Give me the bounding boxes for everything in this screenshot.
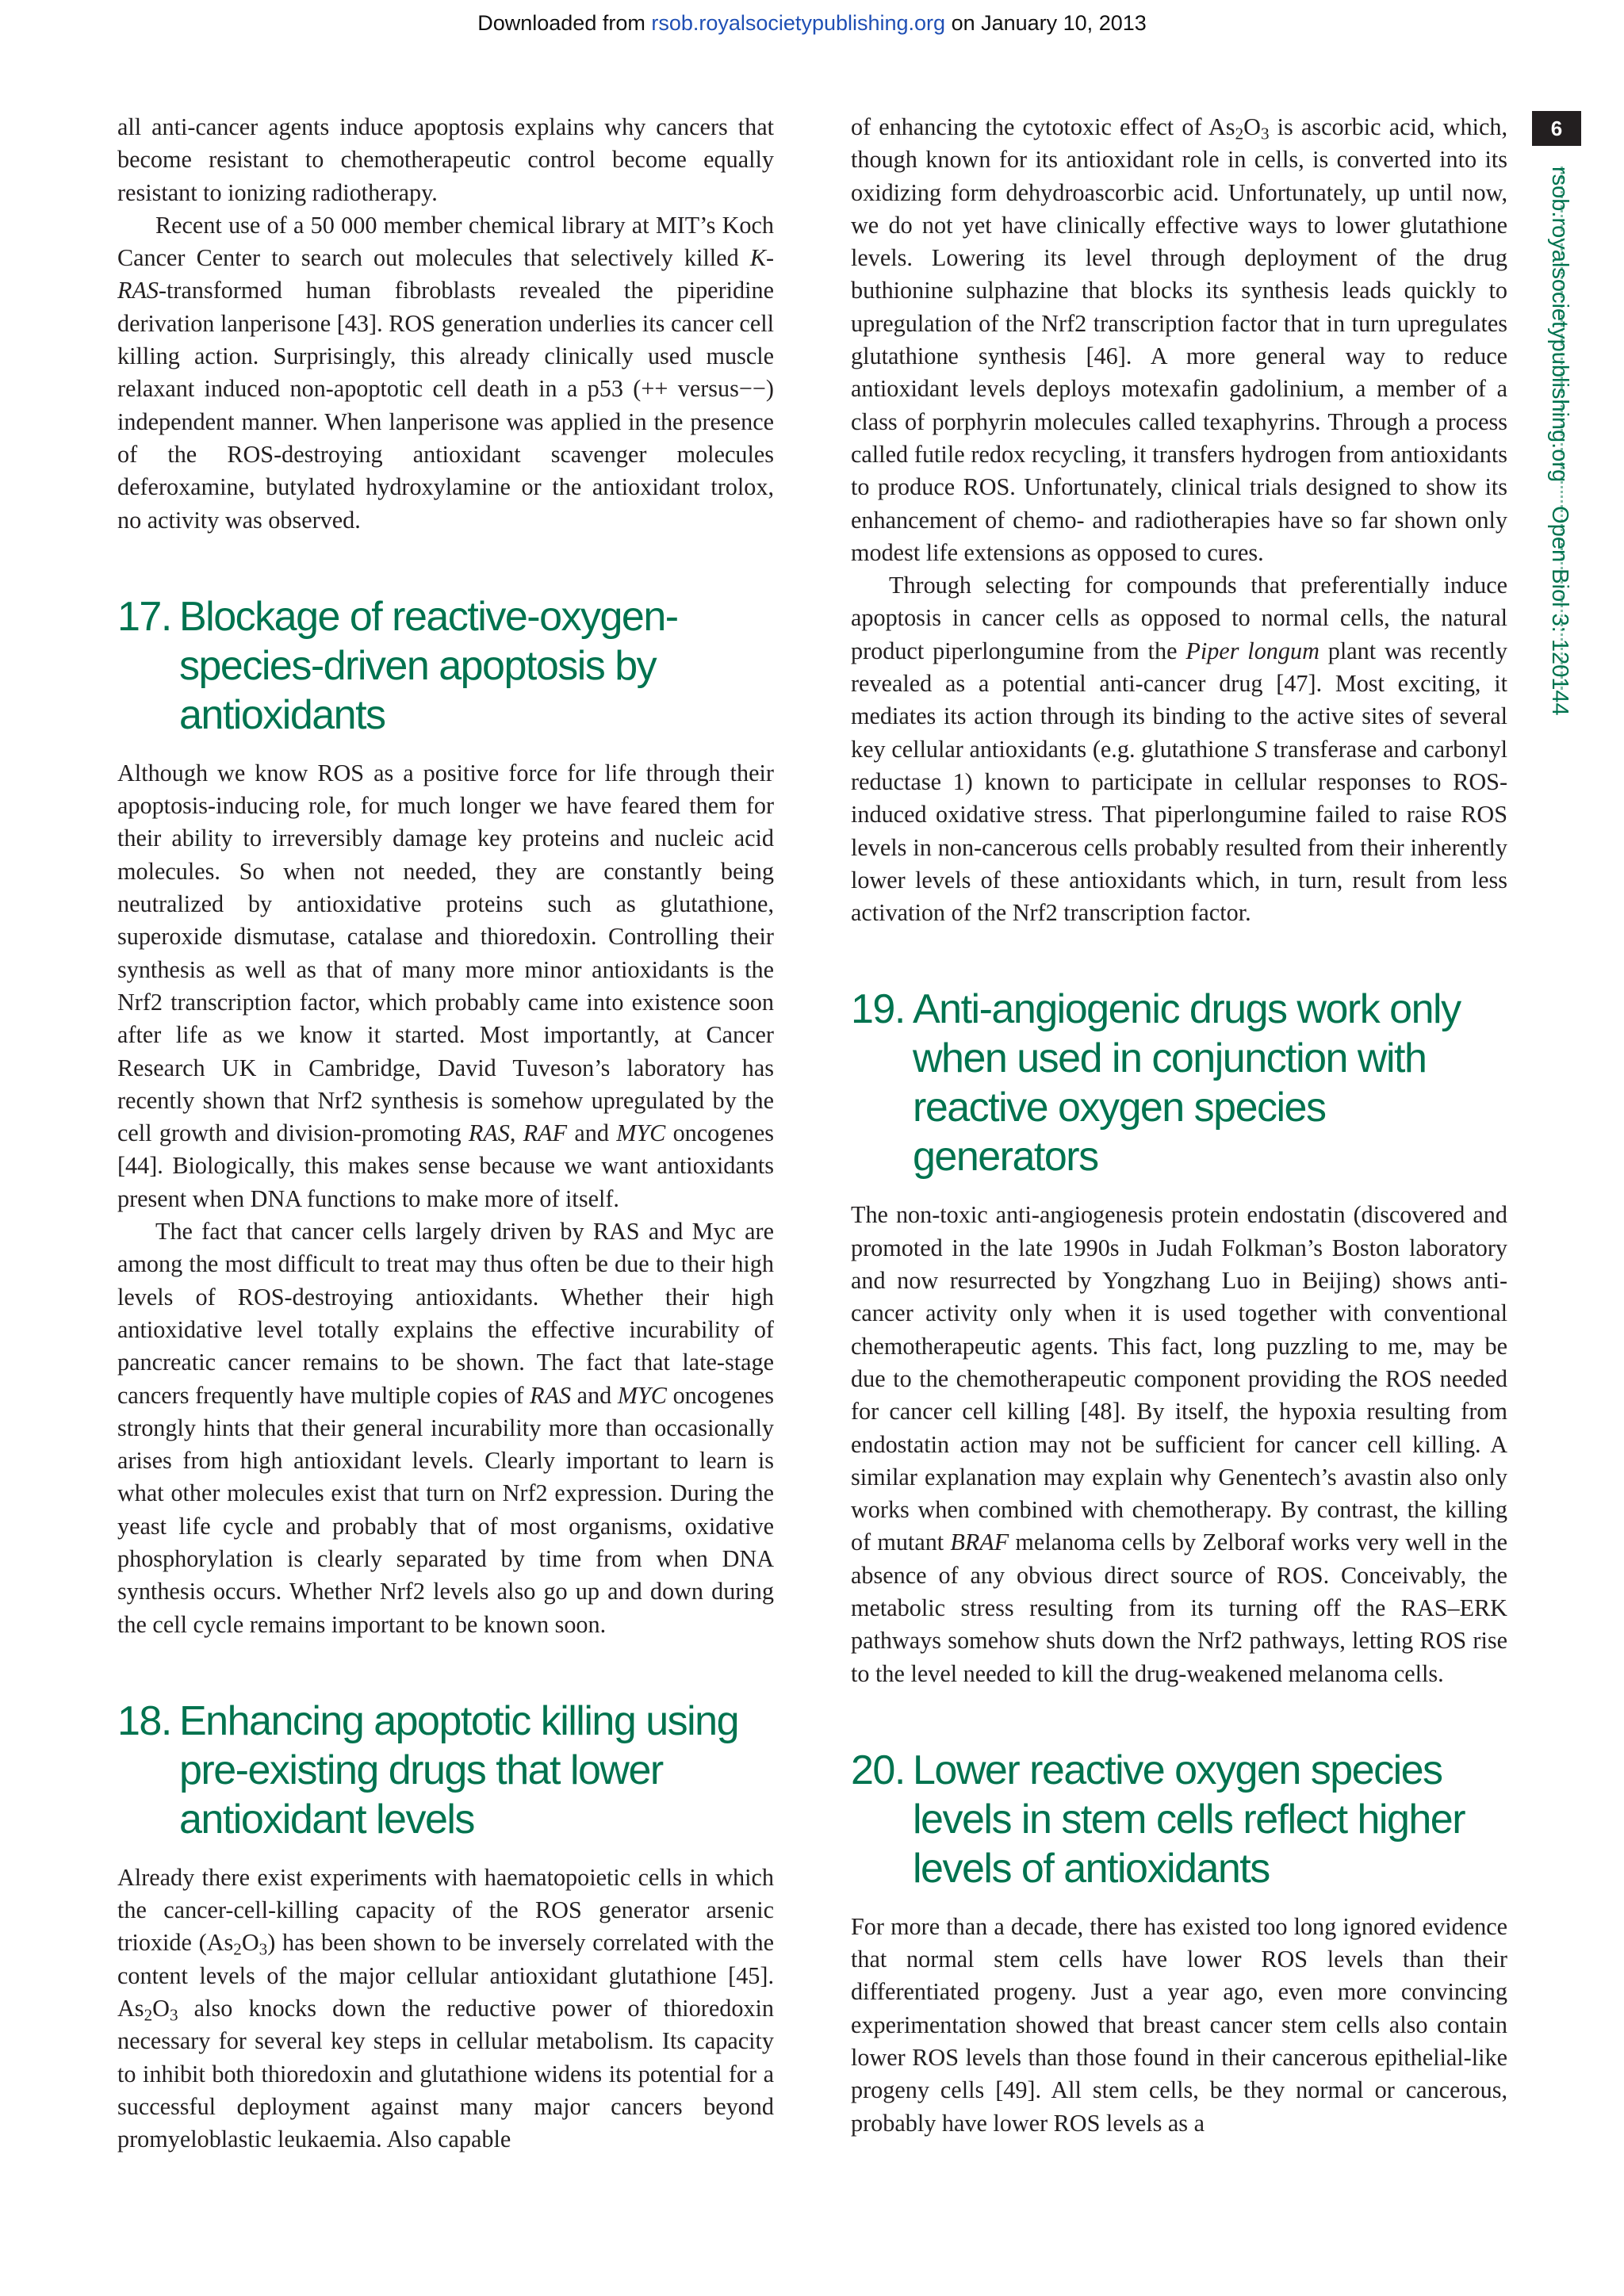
section-heading-17: 17. Blockage of reactive-oxygen-species-driven apoptosis by antioxidants [117, 593, 678, 738]
download-prefix: Downloaded from [477, 11, 652, 35]
paragraph: The non-toxic anti-angiogenesis protein endostatin (discovered and promoted in the late 1990s in Judah Folkman’s Boston laboratory and now resurrected by Yongzhang Luo in Beijing) shows anti-cancer activity only when it is used together with conventional chemotherapeutic agents. This fact, long puzzling to me, may be due to the chemotherapeutic component providing the ROS needed for cancer cell killing [48]. By itself, the hypoxia resulting from endostatin action may not be sufficient for cancer cell killing. A similar explanation may explain why Genentech’s avastin also only works when combined with chemotherapy. By contrast, the killing of mutant BRAF melanoma cells by Zelboraf works very well in the absence of any obvious direct source of ROS. Conceivably, the metabolic stress resulting from its turning off the RAS–ERK pathways somehow shuts down the Nrf2 pathways, letting ROS rise to the level needed to kill the drug-weakened melanoma cells. [851, 1201, 1507, 1687]
section-heading-19: 19. Anti-angiogenic drugs work only when used in conjunction with reactive oxygen species generators [851, 986, 1461, 1181]
download-suffix: on January 10, 2013 [945, 11, 1147, 35]
journal-link[interactable]: rsob.royalsocietypublishing.org [651, 11, 946, 35]
paragraph: The fact that cancer cells largely driven by RAS and Myc are among the most difficult to treat may thus often be due to their high levels of ROS-destroying antioxidants. Whether their high antioxidative level totally explains the effective incurability of pancreatic cancer remains to be shown. The fact that late-stage cancers frequently have multiple copies of RAS and MYC oncogenes strongly hints that their general incurability more than occasionally arises from high antioxidant levels. Clearly important to learn is what other molecules exist that turn on Nrf2 expression. During the yeast life cycle and probably that of most organisms, oxidative phosphorylation is clearly separated by time from when DNA synthesis occurs. Whether Nrf2 levels also go up and down during the cell cycle remains important to be known soon. [117, 1218, 774, 1638]
paragraph: For more than a decade, there has existed too long ignored evidence that normal stem cells have lower ROS levels than their differentiated progeny. Just a year ago, even more convincing experimentation showed that breast cancer stem cells also contain lower ROS levels than those found in their cancerous epithelial-like progeny cells [49]. All stem cells, be they normal or cancerous, probably have lower ROS levels as a [851, 1912, 1507, 2137]
paragraph: Recent use of a 50 000 member chemical library at MIT’s Koch Cancer Center to search out molecules that selectively killed K-RAS-transformed human fibroblasts revealed the piperidine derivation lanperisone [43]. ROS generation underlies its cancer cell killing action. Surprisingly, this already clinically used muscle relaxant induced non-apoptotic cell death in a p53 (++ versus−−) independent manner. When lanperisone was applied in the presence of the ROS-destroying antioxidant scavenger molecules deferoxamine, butylated hydroxylamine or the antioxidant trolox, no activity was observed. [117, 211, 774, 534]
left-column [117, 111, 774, 2156]
download-notice [0, 11, 1624, 36]
paragraph: Although we know ROS as a positive force for life through their apoptosis-inducing role, for much longer we have feared them for their ability to irreversibly damage key proteins and nucleic acid molecules. So when not needed, they are constantly being neutralized by antioxidative proteins such as glutathione, superoxide dismutase, catalase and thioredoxin. Controlling their synthesis as well as that of many more minor antioxidants is the Nrf2 transcription factor, which probably came into existence soon after life as we know it started. Most importantly, at Cancer Research UK in Cambridge, David Tuveson’s laboratory has recently shown that Nrf2 synthesis is somehow upregulated by the cell growth and division-promoting RAS, RAF and MYC oncogenes [44]. Biologically, this makes sense because we want antioxidants present when DNA functions to make more of itself. [117, 759, 774, 1212]
paragraph: Through selecting for compounds that preferentially induce apoptosis in cancer cells as opposed to normal cells, the natural product piperlongumine from the Piper longum plant was recently revealed as a potential anti-cancer drug [47]. Most exciting, it mediates its action through its binding to the active sites of several key cellular antioxidants (e.g. glutathione S transferase and carbonyl reductase 1) known to participate in cellular responses to ROS-induced oxidative stress. That piperlongumine failed to raise ROS levels in non-cancerous cells probably resulted from their inherently lower levels of these antioxidants which, in turn, result from less activation of the Nrf2 transcription factor. [851, 572, 1507, 927]
section-heading-18: 18. Enhancing apoptotic killing using pre-existing drugs that lower antioxidant levels [117, 1697, 739, 1843]
paragraph: of enhancing the cytotoxic effect of $As_2O_3$ is ascorbic acid, which, though known for its antioxidant role in cells, is converted into its oxidizing form dehydroascorbic acid. Unfortunately, up until now, we do not yet have clinically effective ways to lower glutathione levels. Lowering its level through deployment of the drug buthionine sulphazine that blocks its synthesis leads quickly to upregulation of the Nrf2 transcription factor that in turn upregulates glutathione synthesis [46]. A more general way to reduce antioxidant levels deploys motexafin gadolinium, a member of a class of porphyrin molecules called texaphyrins. Through a process called futile redox recycling, it transfers hydrogen from antioxidants to produce ROS. Unfortunately, clinical trials designed to show its enhancement of chemo- and radiotherapies have so far shown only modest life extensions as opposed to cures. [851, 113, 1507, 566]
sidebar-journal-info [1546, 166, 1572, 716]
paragraph: all anti-cancer agents induce apoptosis explains why cancers that become resistant to chemotherapeutic control become equally resistant to ionizing radiotherapy. [117, 113, 774, 206]
sidebar-citation: Open Biol 3: 120144 [1547, 506, 1572, 716]
section-heading-20: 20. Lower reactive oxygen species levels in stem cells reflect higher levels of antioxidants [851, 1747, 1465, 1892]
page-number-badge: 6 [1532, 111, 1581, 146]
right-column [851, 111, 1507, 2140]
sidebar-journal-url: rsob.royalsocietypublishing.org [1547, 166, 1572, 483]
paragraph: Already there exist experiments with haematopoietic cells in which the cancer-cell-killing capacity of the ROS generator arsenic trioxide $(As_2O_3)$ has been shown to be inversely correlated with the content levels of the major cellular antioxidant glutathione [45]. $As_2O_3$ also knocks down the reductive power of thioredoxin necessary for several key steps in cellular metabolism. Its capacity to inhibit both thioredoxin and glutathione widens its potential for a successful deployment against many major cancers beyond promyeloblastic leukaemia. Also capable [117, 1863, 774, 2153]
